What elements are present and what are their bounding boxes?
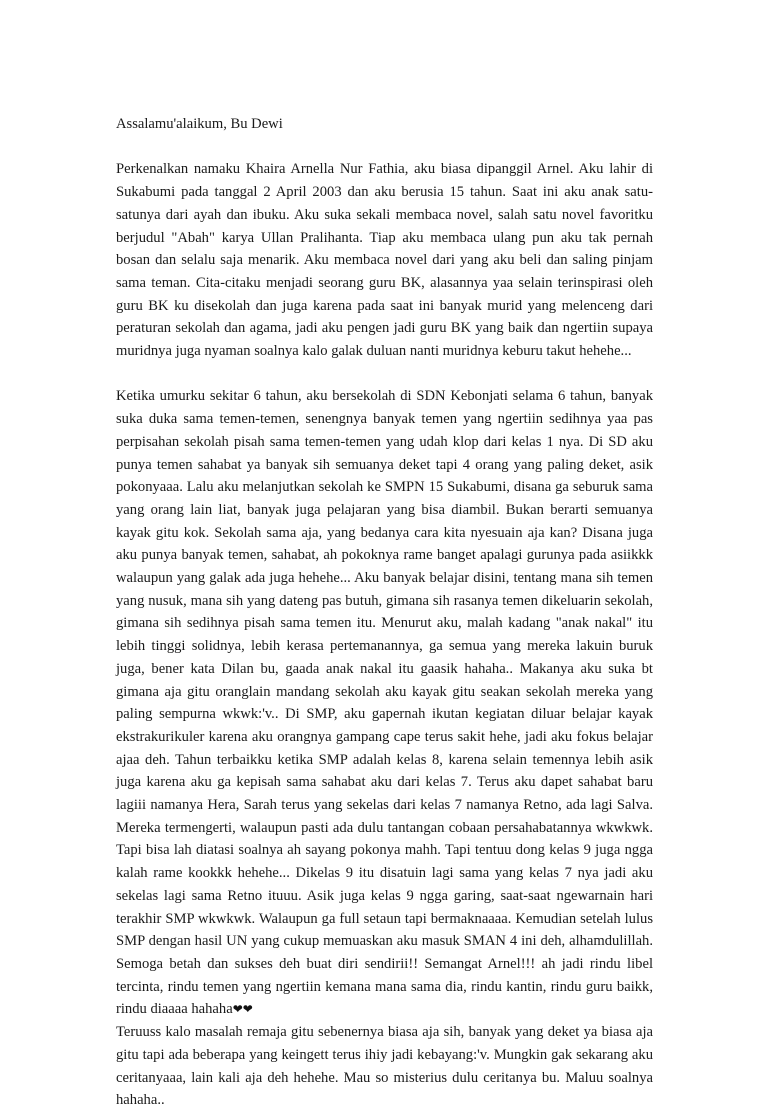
greeting-line: Assalamu'alaikum, Bu Dewi [116, 116, 283, 132]
paragraph-school-story-text: Ketika umurku sekitar 6 tahun, aku bersekolah di SDN Kebonjati selama 6 tahun, banyak suka duka sama temen-temen, senengnya banyak temen yang ngertiin sedihnya yaa pas perpisahan sekolah pisah sama temen-temen yang udah klop dari kelas 1 nya. Di SD aku punya temen sahabat ya banyak sih semuanya deket tapi 4 orang yang paling deket, asik pokonyaaa. Lalu aku melanjutkan sekolah ke SMPN 15 Sukabumi, disana ga seburuk sama yang orang lain liat, banyak juga pelajaran yang bisa diambil. Bukan berarti semuanya kayak gitu kok. Sekolah sama aja, yang bedanya cara kita nyesuain aja kan? Disana juga aku punya banyak temen, sahabat, ah pokoknya rame banget apalagi gurunya pada asiikkk walaupun yang galak ada juga hehehe... Aku banyak belajar disini, tentang mana sih temen yang nusuk, mana sih yang dateng pas butuh, gimana sih rasanya temen dikeluarin sekolah, gimana sih sedihnya pisah sama temen itu. Menurut aku, malah kadang "anak nakal" itu lebih tinggi solidnya, lebih kerasa pertemanannya, ga semua yang mereka lakuin buruk juga, bener kata Dilan bu, gaada anak nakal itu gaasik hahaha.. Makanya aku suka bt gimana aja gitu oranglain mandang sekolah aku kayak gitu seakan sekolah mereka yang paling sempurna wkwk:'v.. Di SMP, aku gapernah ikutan kegiatan diluar belajar kayak ekstrakurikuler karena aku orangnya gampang cape terus sakit hehe, jadi aku fokus belajar ajaa deh. Tahun terbaikku ketika SMP adalah kelas 8, karena selain temennya lebih asik juga karena aku ga kepisah sama sahabat aku dari kelas 7. Terus aku dapet sahabat baru lagiii namanya Hera, Sarah terus yang sekelas dari kelas 7 namanya Retno, ada lagi Salva. Mereka termengerti, walaupun pasti ada dulu tantangan cobaan persahabatannya wkwkwk. Tapi bisa lah diatasi soalnya ah sayang pokonya mahh. Tapi tentuu dong kelas 9 juga ngga kalah rame kookkk hehehe... Dikelas 9 itu disatuin lagi sama yang kelas 7 nya jadi aku sekelas lagi sama Retno ituuu. Asik juga kelas 9 ngga garing, saat-saat ngewarnain hari terakhir SMP wkwkwk. Walaupun ga full setaun tapi bermaknaaaa. Kemudian setelah lulus SMP dengan hasil UN yang cukup memuaskan aku masuk SMAN 4 ini deh, alhamdulillah. Semoga betah dan sukses deh buat diri sendirii!! Semangat Arnel!!! ah jadi rindu libel tercinta, rindu temen yang ngertiin kemana mana sama dia, rindu kantin, rindu guru baikk, rindu diaaaa hahaha [116, 388, 653, 1018]
paragraph-closing: Teruuss kalo masalah remaja gitu sebenernya biasa aja sih, banyak yang deket ya biasa aja gitu tapi ada beberapa yang keingett terus ihiy jadi kebayang:'v. Mungkin gak sekarang aku ceritanyaaa, lain kali aja deh hehehe. Mau so misterius dulu ceritanya bu. Maluu soalnya hahaha.. [116, 1024, 653, 1109]
letter-document [116, 113, 653, 1112]
paragraph-introduction: Perkenalkan namaku Khaira Arnella Nur Fathia, aku biasa dipanggil Arnel. Aku lahir di Sukabumi pada tanggal 2 April 2003 dan aku berusia 15 tahun. Saat ini aku anak satu-satunya dari ayah dan ibuku. Aku suka sekali membaca novel, salah satu novel favoritku berjudul "Abah" karya Ullan Pralihanta. Tiap aku membaca ulang pun aku tak pernah bosan dan selalu saja menarik. Aku membaca novel dari yang aku beli dan saling pinjam sama teman. Cita-citaku menjadi seorang guru BK, alasannya yaa selain terinspirasi oleh guru BK ku disekolah dan juga karena pada saat ini banyak murid yang melenceng dari peraturan sekolah dan agama, jadi aku pengen jadi guru BK yang baik dan ngertiin supaya muridnya juga nyaman soalnya kalo galak duluan nanti muridnya keburu takut hehehe... [116, 161, 653, 360]
hearts-icon: ❤❤ [232, 1002, 253, 1017]
paragraph-school-story [116, 385, 653, 1021]
